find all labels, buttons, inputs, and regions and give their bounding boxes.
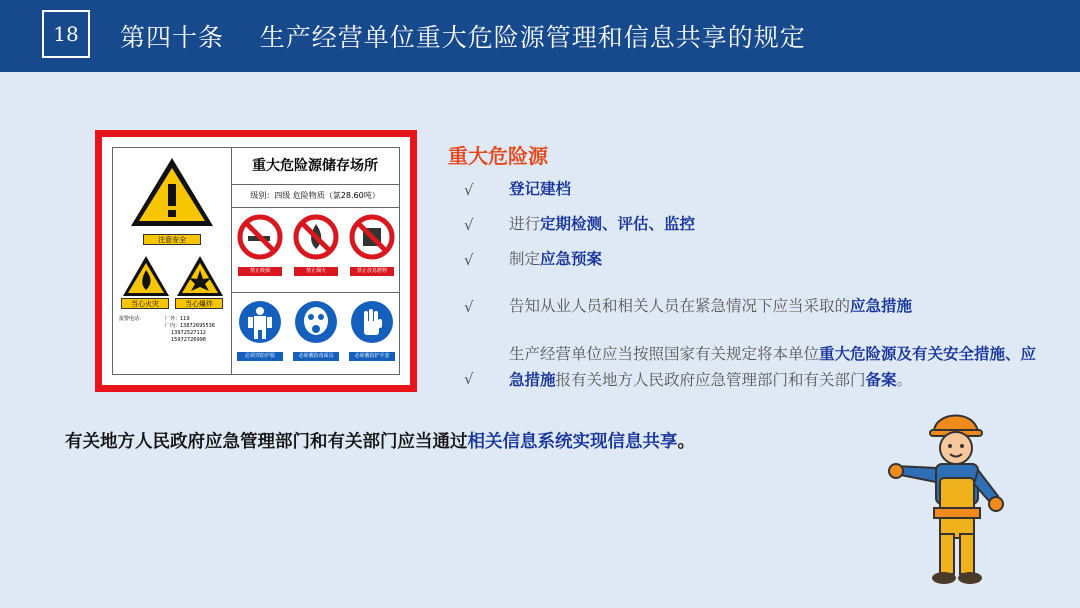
check-icon: √ — [464, 251, 474, 269]
caption-gloves: 必须戴防护手套 — [349, 352, 395, 361]
caption-protective-suit: 必须穿防护服 — [237, 352, 283, 361]
list-item — [509, 176, 1039, 202]
item-text: 进行 — [509, 215, 541, 233]
sign-heading: 重大危险源储存场所 — [231, 148, 399, 185]
no-smoking-icon — [235, 214, 285, 260]
caption-no-flammables: 禁止放易燃物 — [350, 267, 394, 276]
statement-text: 有关地方人民政府应急管理部门和有关部门应当通过 — [65, 432, 468, 452]
hazard-sign-frame — [95, 130, 417, 392]
item-text: 报有关地方人民政府应急管理部门和有关部门 — [555, 371, 866, 389]
slide-number: 18 — [42, 10, 90, 58]
caption-no-smoking: 禁止吸烟 — [238, 267, 282, 276]
bottom-statement — [65, 428, 695, 453]
list-item — [509, 293, 1039, 319]
fire-warning-icon — [121, 254, 171, 298]
item-emphasis: 应急措施 — [850, 296, 913, 315]
hazard-sign — [112, 147, 400, 375]
mandatory-cell — [347, 299, 397, 361]
phone-line: 厂内：13872695536 — [165, 323, 215, 329]
prohibition-row — [231, 208, 399, 293]
sign-left-panel — [113, 148, 232, 374]
caption-no-fire: 禁止烟火 — [294, 267, 338, 276]
mandatory-row — [231, 293, 399, 374]
worker-illustration — [886, 404, 1016, 588]
list-item — [509, 246, 1039, 272]
item-emphasis: 应急预案 — [540, 249, 603, 268]
mandatory-cell — [235, 299, 285, 361]
check-icon: √ — [464, 181, 474, 199]
slide-title: 第四十条 生产经营单位重大危险源管理和信息共享的规定 — [120, 23, 806, 52]
no-fire-icon — [291, 214, 341, 260]
item-emphasis: 定期检测、评估、监控 — [540, 214, 696, 233]
prohibition-cell — [347, 214, 397, 276]
sign-subheading: 级别：四级 危险物质（氯28.60吨） — [231, 185, 399, 208]
item-text: 制定 — [509, 250, 541, 268]
warning-triangle-icon — [113, 148, 231, 238]
statement-emphasis: 相关信息系统实现信息共享 — [467, 432, 678, 452]
tag-caution: 注意安全 — [143, 234, 201, 245]
no-flammables-icon — [347, 214, 397, 260]
list-item — [509, 211, 1039, 237]
check-icon: √ — [464, 370, 474, 388]
mandatory-cell — [291, 299, 341, 361]
item-emphasis: 登记建档 — [509, 179, 572, 198]
item-text: 生产经营单位应当按照国家有关规定将本单位 — [509, 345, 820, 363]
item-text: 告知从业人员和相关人员在紧急情况下应当采取的 — [509, 297, 851, 315]
prohibition-cell — [235, 214, 285, 276]
statement-text: 。 — [677, 432, 695, 452]
caption-gas-mask: 必须戴防毒面具 — [293, 352, 339, 361]
section-title: 重大危险源 — [448, 144, 548, 168]
phone-line: 13972527112 — [171, 330, 206, 336]
item-emphasis: 备案 — [865, 370, 897, 389]
phone-line: 15972726998 — [171, 337, 206, 343]
explosion-warning-icon — [175, 254, 225, 298]
check-icon: √ — [464, 298, 474, 316]
check-icon: √ — [464, 216, 474, 234]
tag-explosion: 当心爆炸 — [175, 298, 223, 309]
item-emphasis: 重大危险源及有关安全措施、应急措施 — [509, 344, 1037, 389]
item-text: 。 — [896, 371, 913, 389]
phone-line: 厂外：119 — [165, 316, 190, 322]
phone-label: 报警电话： — [119, 316, 145, 322]
alarm-phone — [119, 316, 215, 343]
tag-fire: 当心火灾 — [121, 298, 169, 309]
list-item — [509, 341, 1039, 393]
gas-mask-icon — [291, 299, 341, 345]
gloves-icon — [347, 299, 397, 345]
prohibition-cell — [291, 214, 341, 276]
header-bar — [0, 0, 1080, 72]
protective-suit-icon — [235, 299, 285, 345]
